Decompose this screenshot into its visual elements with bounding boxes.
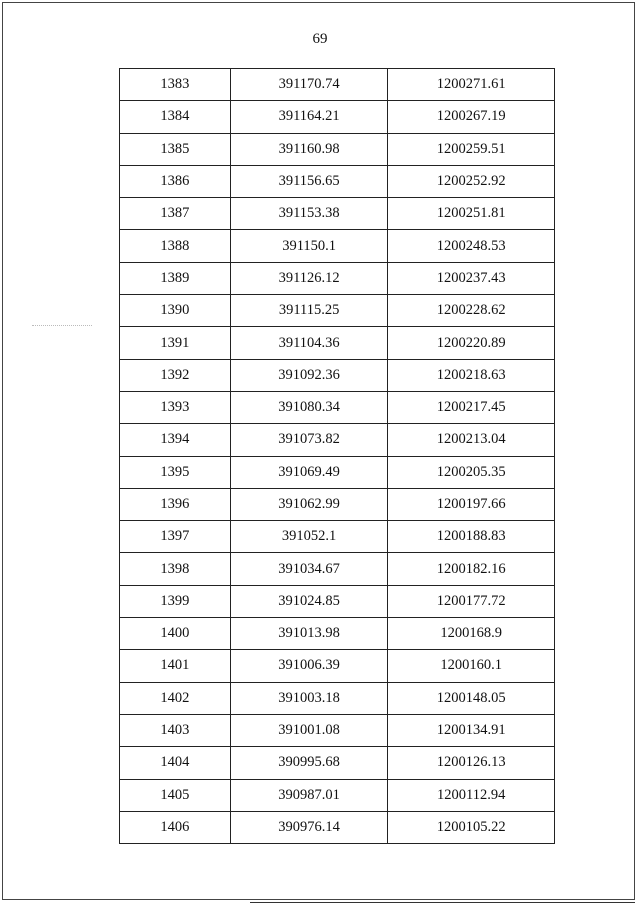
point-id-cell: 1386: [120, 165, 231, 197]
y-coordinate-cell: 1200182.16: [388, 553, 555, 585]
point-id-cell: 1393: [120, 391, 231, 423]
y-coordinate-cell: 1200228.62: [388, 295, 555, 327]
y-coordinate-cell: 1200160.1: [388, 650, 555, 682]
table-row: [120, 488, 555, 520]
y-coordinate-cell: 1200259.51: [388, 133, 555, 165]
x-coordinate-cell: 391003.18: [230, 682, 388, 714]
point-id-cell: 1384: [120, 101, 231, 133]
x-coordinate-cell: 391052.1: [230, 521, 388, 553]
scan-artifact: [32, 325, 92, 327]
point-id-cell: 1405: [120, 779, 231, 811]
table-row: [120, 69, 555, 101]
y-coordinate-cell: 1200267.19: [388, 101, 555, 133]
point-id-cell: 1387: [120, 198, 231, 230]
x-coordinate-cell: 391160.98: [230, 133, 388, 165]
table-row: [120, 553, 555, 585]
point-id-cell: 1388: [120, 230, 231, 262]
x-coordinate-cell: 391150.1: [230, 230, 388, 262]
table-row: [120, 456, 555, 488]
point-id-cell: 1402: [120, 682, 231, 714]
x-coordinate-cell: 391153.38: [230, 198, 388, 230]
y-coordinate-cell: 1200213.04: [388, 424, 555, 456]
table-row: [120, 585, 555, 617]
point-id-cell: 1395: [120, 456, 231, 488]
table-row: [120, 101, 555, 133]
table-row: [120, 295, 555, 327]
page-number: 69: [312, 31, 328, 47]
y-coordinate-cell: 1200148.05: [388, 682, 555, 714]
x-coordinate-cell: 391013.98: [230, 618, 388, 650]
point-id-cell: 1399: [120, 585, 231, 617]
y-coordinate-cell: 1200177.72: [388, 585, 555, 617]
y-coordinate-cell: 1200205.35: [388, 456, 555, 488]
point-id-cell: 1401: [120, 650, 231, 682]
table-row: [120, 327, 555, 359]
y-coordinate-cell: 1200237.43: [388, 262, 555, 294]
y-coordinate-cell: 1200217.45: [388, 391, 555, 423]
x-coordinate-cell: 391104.36: [230, 327, 388, 359]
x-coordinate-cell: 391080.34: [230, 391, 388, 423]
table-row: [120, 747, 555, 779]
y-coordinate-cell: 1200197.66: [388, 488, 555, 520]
table-row: [120, 811, 555, 843]
table-row: [120, 133, 555, 165]
x-coordinate-cell: 391115.25: [230, 295, 388, 327]
x-coordinate-cell: 391073.82: [230, 424, 388, 456]
x-coordinate-cell: 391001.08: [230, 714, 388, 746]
x-coordinate-cell: 391170.74: [230, 69, 388, 101]
point-id-cell: 1406: [120, 811, 231, 843]
y-coordinate-cell: 1200112.94: [388, 779, 555, 811]
y-coordinate-cell: 1200252.92: [388, 165, 555, 197]
y-coordinate-cell: 1200251.81: [388, 198, 555, 230]
y-coordinate-cell: 1200134.91: [388, 714, 555, 746]
table-row: [120, 650, 555, 682]
y-coordinate-cell: 1200248.53: [388, 230, 555, 262]
x-coordinate-cell: 390995.68: [230, 747, 388, 779]
point-id-cell: 1403: [120, 714, 231, 746]
x-coordinate-cell: 391069.49: [230, 456, 388, 488]
table-row: [120, 230, 555, 262]
point-id-cell: 1400: [120, 618, 231, 650]
coordinate-table: [119, 68, 555, 844]
y-coordinate-cell: 1200105.22: [388, 811, 555, 843]
x-coordinate-cell: 391006.39: [230, 650, 388, 682]
table-row: [120, 521, 555, 553]
x-coordinate-cell: 390987.01: [230, 779, 388, 811]
table-row: [120, 262, 555, 294]
table-row: [120, 165, 555, 197]
x-coordinate-cell: 391164.21: [230, 101, 388, 133]
point-id-cell: 1383: [120, 69, 231, 101]
y-coordinate-cell: 1200168.9: [388, 618, 555, 650]
x-coordinate-cell: 390976.14: [230, 811, 388, 843]
table-row: [120, 779, 555, 811]
point-id-cell: 1396: [120, 488, 231, 520]
point-id-cell: 1398: [120, 553, 231, 585]
y-coordinate-cell: 1200220.89: [388, 327, 555, 359]
y-coordinate-cell: 1200218.63: [388, 359, 555, 391]
y-coordinate-cell: 1200126.13: [388, 747, 555, 779]
point-id-cell: 1391: [120, 327, 231, 359]
point-id-cell: 1392: [120, 359, 231, 391]
x-coordinate-cell: 391092.36: [230, 359, 388, 391]
table-row: [120, 359, 555, 391]
bottom-rule: [250, 902, 635, 903]
table-row: [120, 714, 555, 746]
point-id-cell: 1394: [120, 424, 231, 456]
table-row: [120, 682, 555, 714]
point-id-cell: 1390: [120, 295, 231, 327]
table-row: [120, 198, 555, 230]
x-coordinate-cell: 391126.12: [230, 262, 388, 294]
x-coordinate-cell: 391034.67: [230, 553, 388, 585]
y-coordinate-cell: 1200188.83: [388, 521, 555, 553]
x-coordinate-cell: 391062.99: [230, 488, 388, 520]
coordinate-table-body: [120, 69, 555, 844]
point-id-cell: 1397: [120, 521, 231, 553]
table-row: [120, 391, 555, 423]
table-row: [120, 424, 555, 456]
y-coordinate-cell: 1200271.61: [388, 69, 555, 101]
x-coordinate-cell: 391024.85: [230, 585, 388, 617]
point-id-cell: 1389: [120, 262, 231, 294]
point-id-cell: 1385: [120, 133, 231, 165]
x-coordinate-cell: 391156.65: [230, 165, 388, 197]
table-row: [120, 618, 555, 650]
point-id-cell: 1404: [120, 747, 231, 779]
